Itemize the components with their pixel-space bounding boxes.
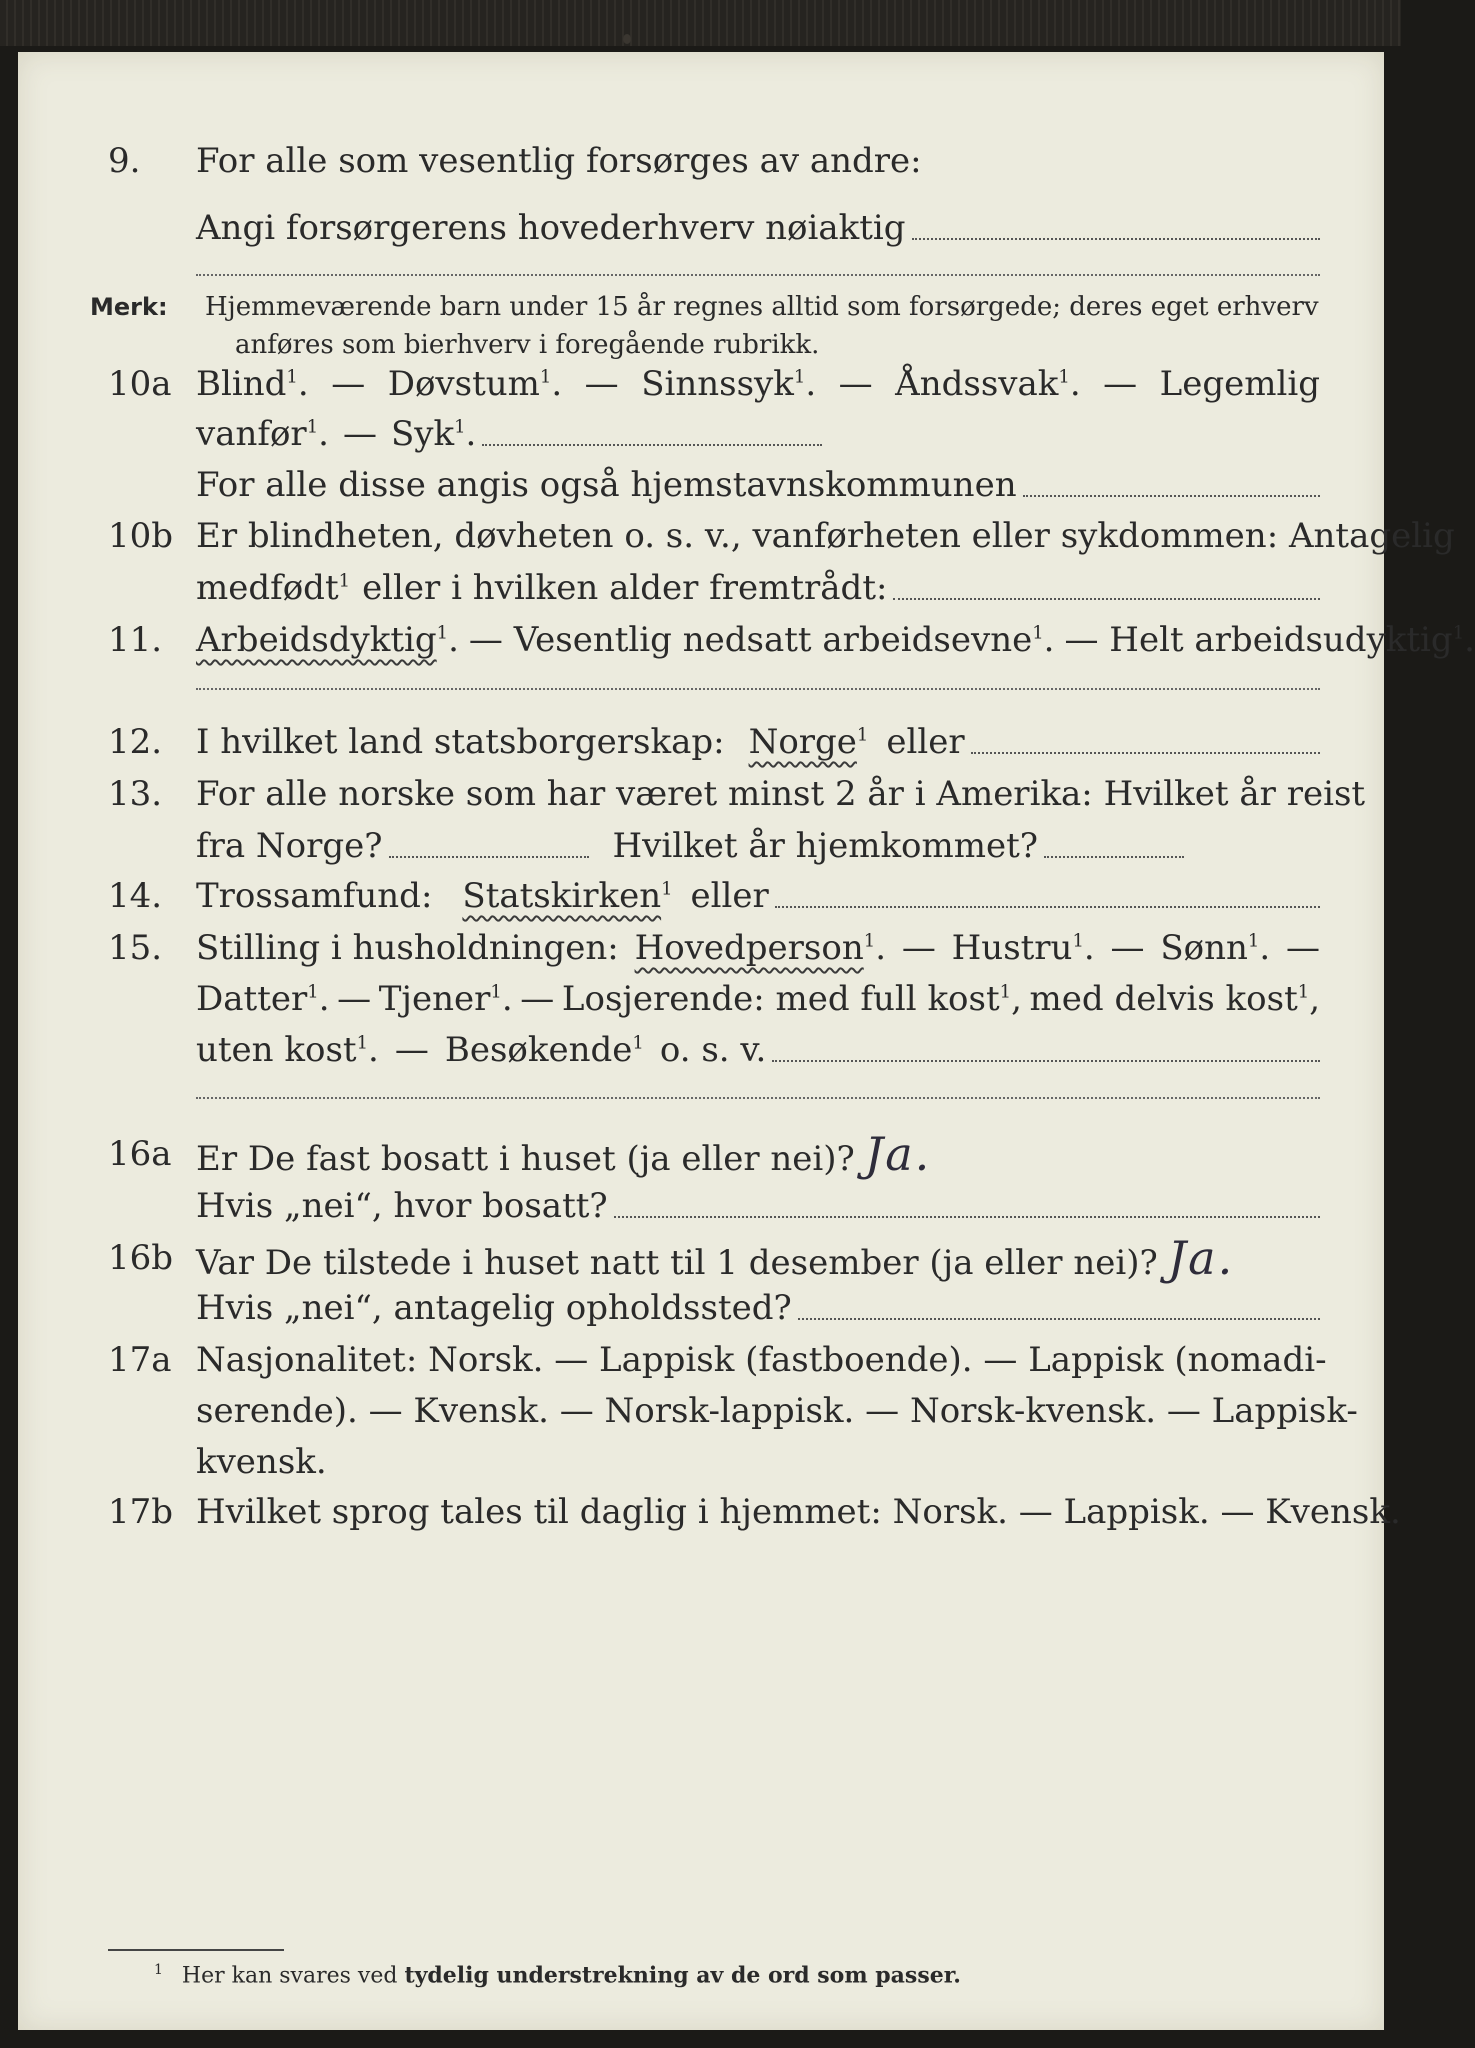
option-hustru[interactable]: Hustru bbox=[951, 928, 1073, 968]
question-16a bbox=[108, 1127, 1320, 1181]
footnote-ref: 1 bbox=[356, 1032, 369, 1054]
question-10b-line-2 bbox=[108, 564, 1320, 612]
footnote-ref: 1 bbox=[632, 1032, 644, 1054]
question-text: Er De fast bosatt i huset (ja eller nei)? bbox=[196, 1139, 855, 1179]
footnote-ref: 1 bbox=[661, 878, 673, 900]
option-nedsatt-arbeidsevne[interactable]: — Vesentlig nedsatt arbeidsevne bbox=[468, 620, 1033, 660]
question-12 bbox=[108, 718, 1320, 766]
question-text: serende). — Kvensk. — Norsk-lappisk. — Norsk-kvensk. — Lappisk- bbox=[196, 1391, 1358, 1431]
question-text: Stilling i husholdningen: bbox=[196, 928, 619, 968]
footnote-mark: 1 bbox=[154, 1962, 163, 1978]
scanner-edge bbox=[0, 0, 1401, 46]
option-tjener[interactable]: Tjener bbox=[378, 979, 491, 1019]
question-text: Trossamfund: bbox=[196, 876, 433, 916]
question-text: Hvilket år hjemkommet? bbox=[612, 826, 1039, 866]
question-15: 15. Stilling i husholdningen: Hovedperson$^1$. — Hustru$^1$. — Sønn$^1$. — bbox=[108, 924, 1320, 972]
footnote-ref: 1 bbox=[307, 981, 319, 1003]
question-number: 16b bbox=[108, 1238, 174, 1278]
answer-field[interactable] bbox=[798, 1317, 1320, 1320]
question-17a bbox=[108, 1336, 1327, 1384]
answer-field-line[interactable] bbox=[196, 1097, 1320, 1099]
question-number: 10a bbox=[108, 364, 172, 404]
answer-field[interactable] bbox=[893, 597, 1320, 600]
option-blind[interactable]: Blind bbox=[196, 364, 287, 404]
footnote-ref: 1 bbox=[1058, 366, 1070, 388]
question-text: eller bbox=[690, 876, 769, 916]
footnote-divider bbox=[108, 1949, 284, 1951]
note-merk bbox=[90, 288, 1320, 360]
question-number: 16a bbox=[108, 1134, 172, 1174]
answer-field-hjemkommet[interactable] bbox=[1044, 855, 1184, 858]
footnote-ref: 1 bbox=[793, 366, 806, 388]
footnote-ref: 1 bbox=[454, 416, 466, 438]
question-10a-line-2: vanfør$^1$. — Syk$^1$. bbox=[108, 410, 1320, 458]
question-13 bbox=[108, 770, 1366, 818]
footnote-ref: 1 bbox=[338, 570, 351, 592]
question-text: For alle disse angis også hjemstavnskommunen bbox=[196, 465, 1017, 505]
question-text: Nasjonalitet: Norsk. — Lappisk (fastboende). — Lappisk (nomadi- bbox=[196, 1340, 1327, 1380]
option-dovstum[interactable]: Døvstum bbox=[387, 364, 540, 404]
footnote-ref: 1 bbox=[306, 416, 319, 438]
question-16a-line-2 bbox=[108, 1182, 1320, 1230]
question-16b bbox=[108, 1231, 1320, 1285]
question-10a-line-3 bbox=[108, 461, 1320, 509]
answer-field[interactable] bbox=[971, 751, 1320, 754]
footnote-ref: 1 bbox=[1247, 930, 1260, 952]
question-text: Hvilket sprog tales til daglig i hjemmet: Norsk. — Lappisk. — Kvensk. bbox=[196, 1492, 1401, 1532]
question-9 bbox=[108, 137, 1320, 185]
answer-field[interactable] bbox=[1023, 494, 1320, 497]
option-losjerende-full-kost[interactable]: Losjerende: med full kost bbox=[561, 979, 1000, 1019]
option-legemlig[interactable]: Legemlig bbox=[1159, 364, 1320, 404]
question-text: eller i hvilken alder fremtrådt: bbox=[362, 568, 888, 608]
answer-field-reist[interactable] bbox=[389, 855, 589, 858]
census-form-page bbox=[18, 52, 1475, 2030]
answer-field[interactable] bbox=[775, 905, 1320, 908]
footnote-ref: 1 bbox=[539, 366, 552, 388]
question-17a-line-2 bbox=[108, 1387, 1358, 1435]
question-text: Angi forsørgerens hovederhverv nøiaktig bbox=[196, 208, 906, 248]
footnote bbox=[154, 1962, 961, 1988]
question-number: 17a bbox=[108, 1340, 172, 1380]
question-text: Var De tilstede i huset natt til 1 desember (ja eller nei)? bbox=[196, 1243, 1158, 1283]
option-norge-selected[interactable]: Norge bbox=[748, 722, 857, 762]
option-uten-kost[interactable]: uten kost bbox=[196, 1030, 357, 1070]
question-text: eller bbox=[886, 722, 965, 762]
option-statskirken-selected[interactable]: Statskirken bbox=[462, 876, 662, 916]
footnote-ref: 1 bbox=[1072, 930, 1084, 952]
footnote-ref: 1 bbox=[1452, 622, 1465, 644]
question-number: 11. bbox=[108, 620, 163, 660]
question-text: For alle som vesentlig forsørges av andre: bbox=[196, 141, 922, 181]
question-text: For alle norske som har været minst 2 år i Amerika: Hvilket år reist bbox=[196, 774, 1366, 814]
question-text: fra Norge? bbox=[196, 826, 383, 866]
footnote-ref: 1 bbox=[856, 724, 869, 746]
option-datter[interactable]: Datter bbox=[196, 979, 308, 1019]
ink-mark bbox=[623, 34, 631, 44]
question-16b-line-2 bbox=[108, 1284, 1320, 1332]
option-syk[interactable]: Syk bbox=[390, 414, 455, 454]
option-andssvak[interactable]: Åndssvak bbox=[895, 364, 1059, 404]
footnote-ref: 1 bbox=[863, 930, 876, 952]
option-besokende[interactable]: Besøkende bbox=[444, 1030, 633, 1070]
option-vanfor[interactable]: vanfør bbox=[196, 414, 307, 454]
question-text: I hvilket land statsborgerskap: bbox=[196, 722, 725, 762]
question-text: o. s. v. bbox=[659, 1030, 767, 1070]
footnote-ref: 1 bbox=[436, 622, 449, 644]
question-11: 11. Arbeidsdyktig$^1$. — Vesentlig nedsatt arbeidsevne$^1$. — Helt arbeidsudyktig$^1$. bbox=[108, 616, 1320, 664]
question-9-line-2 bbox=[108, 204, 1320, 252]
footnote-ref: 1 bbox=[286, 366, 298, 388]
handwritten-answer[interactable]: Ja. bbox=[864, 1127, 932, 1181]
question-number: 15. bbox=[108, 928, 163, 968]
question-text: Hvis „nei“, antagelig opholdssted? bbox=[196, 1288, 792, 1328]
answer-field[interactable] bbox=[482, 443, 822, 446]
question-text: kvensk. bbox=[196, 1442, 327, 1482]
footnote-text: Her kan svares ved bbox=[181, 1963, 398, 1989]
question-14 bbox=[108, 872, 1320, 920]
question-number: 14. bbox=[108, 876, 163, 916]
question-15-line-2: Datter$^1$. — Tjener$^1$. — Losjerende: med full kost$^1$, med delvis kost$^1$, bbox=[196, 979, 1320, 1019]
question-17b bbox=[108, 1488, 1401, 1536]
option-sonn[interactable]: Sønn bbox=[1160, 928, 1248, 968]
answer-field-line[interactable] bbox=[196, 274, 1320, 276]
question-text: Hvis „nei“, hvor bosatt? bbox=[196, 1186, 608, 1226]
question-number: 9. bbox=[108, 141, 141, 181]
question-15-line-3: uten kost$^1$. — Besøkende$^1$ o. s. v. bbox=[108, 1026, 1320, 1074]
note-label: Merk: bbox=[90, 293, 168, 321]
note-text: anføres som bierhverv i foregående rubrikk. bbox=[235, 330, 820, 360]
question-text: Er blindheten, døvheten o. s. v., vanførheten eller sykdommen: Antagelig bbox=[196, 516, 1455, 556]
answer-field[interactable] bbox=[614, 1215, 1320, 1218]
question-10b bbox=[108, 512, 1455, 560]
option-sinnssyk[interactable]: Sinnssyk bbox=[641, 364, 794, 404]
footnote-ref: 1 bbox=[999, 981, 1012, 1003]
option-medfodt[interactable]: medfødt bbox=[196, 568, 339, 608]
handwritten-answer[interactable]: Ja. bbox=[1167, 1231, 1235, 1285]
question-number: 10b bbox=[108, 516, 174, 556]
question-number: 13. bbox=[108, 774, 163, 814]
question-number: 17b bbox=[108, 1492, 174, 1532]
option-delvis-kost[interactable]: med delvis kost bbox=[1029, 979, 1298, 1019]
footnote-emphasis: tydelig understrekning av de ord som passer. bbox=[404, 1962, 961, 1989]
question-10a: 10a Blind$^1$. — Døvstum$^1$. — Sinnssyk$^1$. — Åndssvak$^1$. — Legemlig bbox=[108, 360, 1320, 408]
question-number: 12. bbox=[108, 722, 163, 762]
answer-field-line[interactable] bbox=[196, 688, 1320, 690]
option-hovedperson-selected[interactable]: Hovedperson bbox=[634, 928, 864, 968]
option-arbeidsudyktig[interactable]: — Helt arbeidsudyktig bbox=[1064, 620, 1453, 660]
option-arbeidsdyktig-selected[interactable]: Arbeidsdyktig bbox=[196, 620, 437, 660]
question-17a-line-3 bbox=[108, 1438, 1320, 1486]
question-13-line-2 bbox=[108, 822, 1320, 870]
answer-field[interactable] bbox=[772, 1059, 1320, 1062]
footnote-ref: 1 bbox=[490, 981, 502, 1003]
footnote-ref: 1 bbox=[1032, 622, 1044, 644]
footnote-ref: 1 bbox=[1297, 981, 1310, 1003]
answer-field[interactable] bbox=[912, 237, 1320, 240]
note-text: Hjemmeværende barn under 15 år regnes alltid som forsørgede; deres eget erhverv bbox=[205, 292, 1319, 322]
